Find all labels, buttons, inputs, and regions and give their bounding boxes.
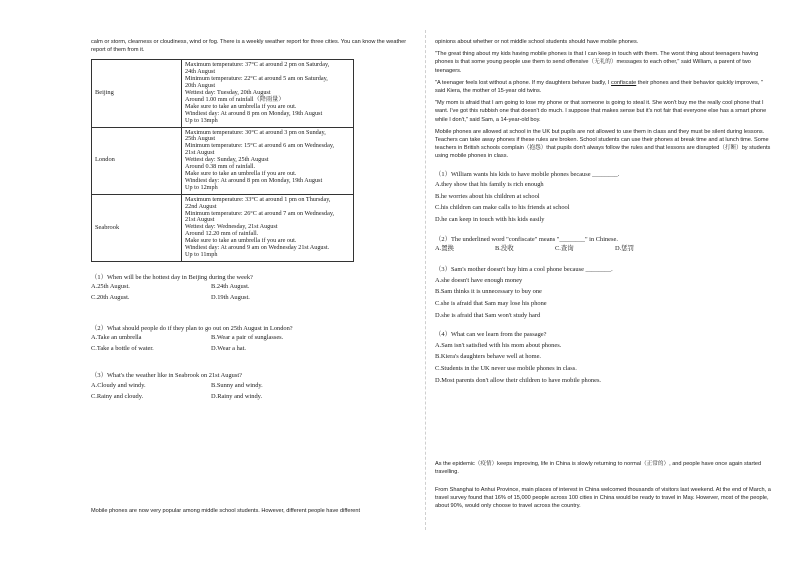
right-column xyxy=(435,38,771,510)
paragraph: As the epidemic（疫情）keeps improving, life in China is slowly returning to normal（正常的）, and people have once again started travelling. xyxy=(435,461,762,476)
question-title: （1）William wants his kids to have mobile phones because ________. xyxy=(435,170,620,178)
paragraph: "My mom is afraid that I am going to lose my phone or that someone is going to steal it. She won't buy me the really cool phone that I want. I've got this rubbish one that doesn't do much. I suppose that makes sense but it's not fair that everyone else has a smart phone while I don't," said Sam, a 14-year-old boy. xyxy=(435,100,767,123)
forecast-line: Wettest day: Sunday, 25th August xyxy=(185,156,269,164)
option: A.25th August. xyxy=(91,283,130,291)
option: C.she is afraid that Sam may lose his phone xyxy=(435,299,547,307)
intro-paragraph: calm or storm, clearness or cloudiness, wind or fog. There is a weekly weather report for three cities. You can know the weather report of them from it. xyxy=(91,39,407,54)
forecast-line: Minimum temperature: 26°C at around 7 am on Wednesday, xyxy=(185,209,335,217)
option: A.they show that his family is rich enough xyxy=(435,181,544,189)
option: B.Sunny and windy. xyxy=(211,382,263,390)
options xyxy=(91,333,411,354)
city-forecast xyxy=(182,127,354,194)
question-r2 xyxy=(435,236,771,255)
forecast-line: 25th August xyxy=(185,135,216,143)
forecast-line: Up to 13mph xyxy=(185,116,218,124)
option: A.Take an umbrella xyxy=(91,334,142,342)
forecast-line: Around 1.00 mm of rainfall（降雨量） xyxy=(185,95,285,103)
paragraph: Mobile phones are allowed at school in the UK but pupils are not allowed to use them in class and they must be silent during lessons. Teachers can take away phones if these rules are broken. School students can use their phones at break time and at lunch time. Some teachers in British schools complain（抱怨）that pupils don't always follow the rules and that lessons are disrupted（打断）by students using mobile phones in class. xyxy=(435,128,771,160)
option: A.置换 xyxy=(435,245,454,253)
question-title: （1）When will be the hottest day in Beijing during the week? xyxy=(91,273,253,281)
forecast-line: Make sure to take an umbrella if you are out. xyxy=(185,102,297,110)
question-r1 xyxy=(435,171,771,226)
options xyxy=(435,179,771,225)
option: B.没收 xyxy=(495,245,514,253)
forecast-line: Minimum temperature: 15°C at around 6 am on Wednesday, xyxy=(185,142,335,150)
table-row xyxy=(92,127,354,194)
paragraph xyxy=(435,79,771,95)
option: D.惩罚 xyxy=(615,245,634,253)
forecast-line: Up to 11mph xyxy=(185,250,218,258)
option: C.Take a bottle of water. xyxy=(91,344,154,352)
question-1 xyxy=(91,274,411,304)
options xyxy=(435,340,771,386)
paragraph: opinions about whether or not middle school students should have mobile phones. xyxy=(435,39,639,45)
question-title: （2）What should people do if they plan to go out on 25th August in London? xyxy=(91,324,293,332)
forecast-line: Make sure to take an umbrella if you are out. xyxy=(185,237,297,245)
paragraph: "The great thing about my kids having mobile phones is that I can keep in touch with them. The worst thing about teenagers having phones is that some young people use them to send offensive（无礼的）messages to each other," said William, a parent of two teenagers. xyxy=(435,51,759,74)
option: C.Rainy and cloudy. xyxy=(91,392,144,400)
question-title: （4）What can we learn from the passage? xyxy=(435,331,547,339)
forecast-line: Maximum temperature: 37°C at around 2 pm on Saturday, xyxy=(185,61,330,69)
table-row xyxy=(92,60,354,127)
city-forecast xyxy=(182,194,354,261)
option: A.Sam isn't satisfied with his mom about phones. xyxy=(435,341,562,349)
forecast-line: 20th August xyxy=(185,82,216,90)
option: D.Wear a hat. xyxy=(211,344,246,352)
forecast-line: Around 12.20 mm of rainfall. xyxy=(185,230,259,238)
forecast-line: Minimum temperature: 22°C at around 5 am on Saturday, xyxy=(185,75,328,83)
option: B.Sam thinks it is unnecessary to buy one xyxy=(435,288,542,296)
forecast-line: Wettest day: Wednesday, 21st August xyxy=(185,223,278,231)
option: B.he worries about his children at school xyxy=(435,192,540,200)
options xyxy=(91,381,411,402)
option: B.Wear a pair of sunglasses. xyxy=(211,334,284,342)
forecast-line: Up to 12mph xyxy=(185,183,218,191)
question-2 xyxy=(91,325,411,355)
option: D.he can keep in touch with his kids easily xyxy=(435,216,545,224)
option: C.20th August. xyxy=(91,294,130,302)
column-divider xyxy=(425,30,426,530)
question-r3 xyxy=(435,266,771,321)
forecast-line: Around 0.38 mm of rainfall. xyxy=(185,163,256,171)
question-3 xyxy=(91,372,411,402)
forecast-line: Maximum temperature: 33°C at around 1 pm on Thursday, xyxy=(185,195,331,203)
forecast-line: Wettest day: Tuesday, 20th August xyxy=(185,89,271,97)
option: A.she doesn't have enough money xyxy=(435,276,523,284)
options xyxy=(435,275,771,321)
city-forecast xyxy=(182,60,354,127)
options xyxy=(435,244,771,254)
forecast-line: 24th August xyxy=(185,68,216,76)
option: C.his children can make calls to his friends at school xyxy=(435,204,570,212)
forecast-line: Windiest day: At around 8 pm on Monday, 19th August xyxy=(185,176,323,184)
question-title: （3）Sam's mother doesn't buy him a cool phone because ________. xyxy=(435,266,613,274)
table-row xyxy=(92,194,354,261)
options xyxy=(91,282,411,303)
option: C.查询 xyxy=(555,245,574,253)
text-span: their phones and their behavior quickly improves, " said Kiera, the mother of 15-year old twins. xyxy=(435,79,763,95)
forecast-line: Maximum temperature: 30°C at around 3 pm on Sunday, xyxy=(185,128,326,136)
paragraph: From Shanghai to Anhui Province, main places of interest in China welcomed thousands of visitors last weekend. At the end of March, a travel survey found that 16% of 15,000 people across 100 cities in China would be ready to travel in May. However, most of the people, about 90%, would only choose to travel across the country. xyxy=(435,487,771,510)
forecast-line: Make sure to take an umbrella if you are out. xyxy=(185,170,297,177)
option: D.she is afraid that Sam won't study hard xyxy=(435,311,541,319)
city-name: London xyxy=(92,127,182,194)
forecast-line: Windiest day: At around 8 pm on Monday, 19th August xyxy=(185,109,323,117)
option: D.Rainy and windy. xyxy=(211,392,263,400)
forecast-line: Windiest day: At around 9 am on Wednesday 21st August. xyxy=(185,244,330,252)
option: D.19th August. xyxy=(211,294,250,302)
city-name: Beijing xyxy=(92,60,182,127)
text-span: "A teenager feels lost without a phone. If my daughters behave badly, I xyxy=(435,79,612,86)
question-title: （3）What's the weather like in Seabrook on 21st August? xyxy=(91,372,242,380)
option: D.Most parents don't allow their children to have mobile phones. xyxy=(435,376,602,384)
forecast-line: 21st August xyxy=(185,149,215,157)
weather-table xyxy=(91,59,354,261)
forecast-line: 22nd August xyxy=(185,202,217,210)
option: C.Students in the UK never use mobile phones in class. xyxy=(435,364,577,372)
city-name: Seabrook xyxy=(92,194,182,261)
left-column xyxy=(91,38,411,514)
question-r4 xyxy=(435,331,771,386)
footer-paragraph: Mobile phones are now very popular among middle school students. However, different people have different xyxy=(91,508,361,514)
question-title: （2）The underlined word "confiscate" means "________" in Chinese. xyxy=(435,235,618,243)
option: B.24th August. xyxy=(211,283,250,291)
forecast-line: 21st August xyxy=(185,216,215,224)
option: A.Cloudy and windy. xyxy=(91,382,146,390)
option: B.Kiera's daughters behave well at home. xyxy=(435,353,542,361)
underlined-word: confiscate xyxy=(611,79,637,86)
